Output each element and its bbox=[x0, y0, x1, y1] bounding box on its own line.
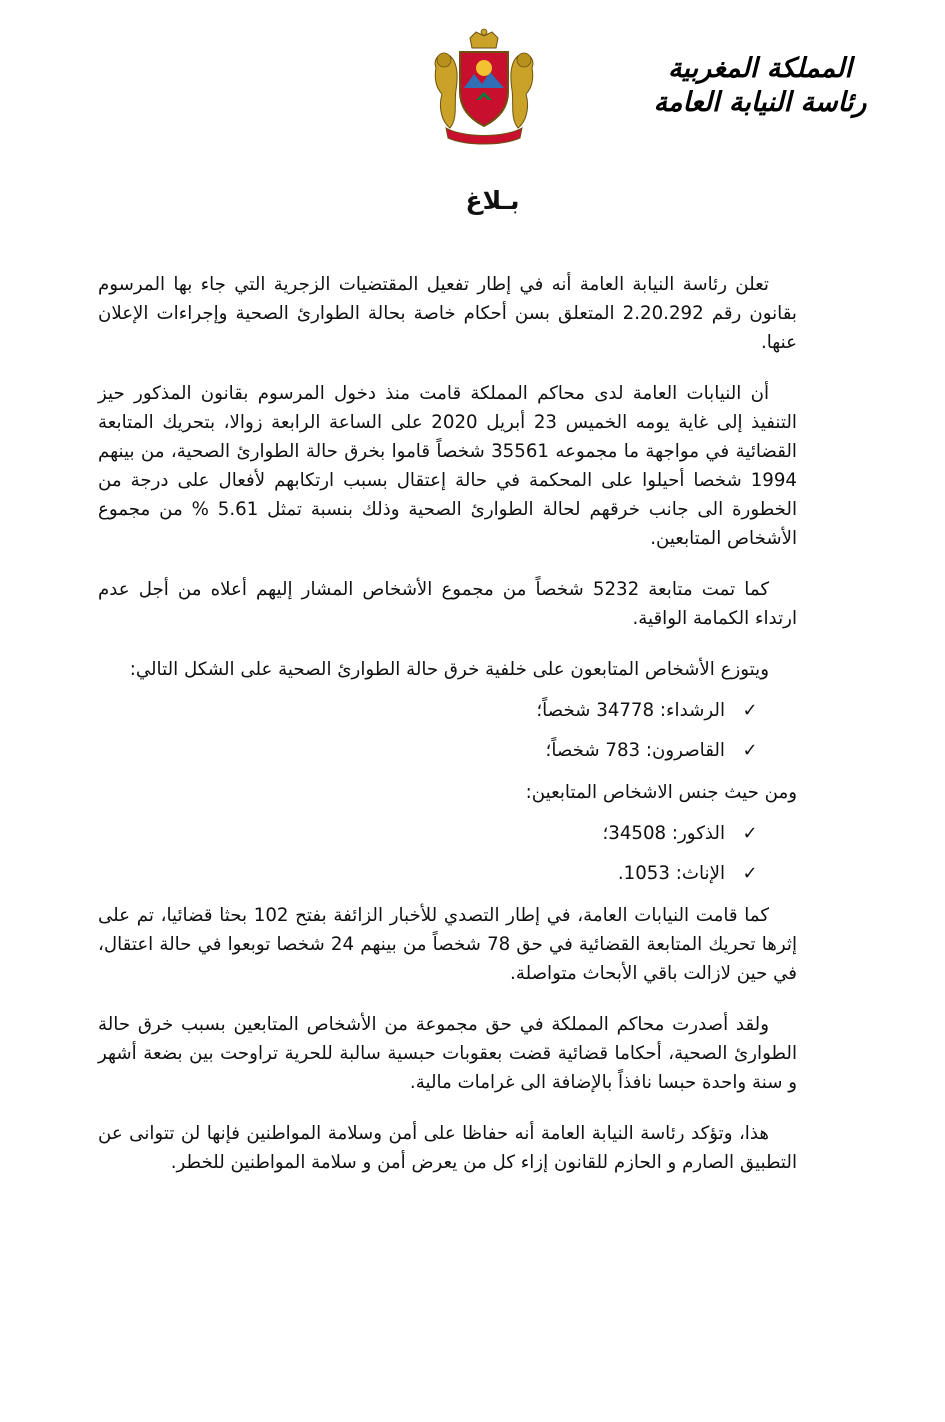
checkmark-icon: ✓ bbox=[742, 700, 758, 721]
checkmark-icon: ✓ bbox=[742, 823, 758, 844]
list-item-text: القاصرون: 783 شخصاً؛ bbox=[545, 740, 725, 761]
list-item bbox=[98, 821, 761, 847]
list-item bbox=[98, 861, 761, 887]
paragraph-conclusion: هذا، وتؤكد رئاسة النيابة العامة أنه حفاظا على أمن وسلامة المواطنين فإنها لن تتوانى عن التطبيق الصارم و الحازم للقانون إزاء كل من يعرض أمن و سلامة المواطنين للخطر. bbox=[98, 1123, 797, 1173]
paragraph-intro: تعلن رئاسة النيابة العامة أنه في إطار تفعيل المقتضيات الزجرية التي جاء بها المرسوم بقانون رقم 2.20.292 المتعلق بسن أحكام خاصة بحالة الطوارئ الصحية وإجراءات الإعلان عنها. bbox=[98, 274, 797, 353]
paragraph-masks: كما تمت متابعة 5232 شخصاً من مجموع الأشخاص المشار إليهم أعلاه من أجل عدم ارتداء الكمامة الواقية. bbox=[98, 579, 797, 629]
list-item-text: الرشداء: 34778 شخصاً؛ bbox=[536, 700, 725, 721]
list-item bbox=[98, 738, 761, 764]
institution-header bbox=[615, 52, 905, 120]
paragraph-sentences: ولقد أصدرت محاكم المملكة في حق مجموعة من الأشخاص المتابعين بسبب خرق حالة الطوارئ الصحية، أحكاما قضائية قضت بعقوبات حبسية سالبة للحرية تراوحت بين بضعة أشهر و سنة واحدة حبسا نافذاً بالإضافة الى غرامات مالية. bbox=[98, 1014, 797, 1093]
paragraph-prosecutions: أن النيابات العامة لدى محاكم المملكة قامت منذ دخول المرسوم بقانون المذكور حيز التنفيذ إلى غاية يومه الخميس 23 أبريل 2020 على الساعة الرابعة زوالا، بتحريك المتابعة القضائية في مواجهة ما مجموعه 35561 شخصاً قاموا بخرق حالة الطوارئ الصحية، من بينهم 1994 شخصا أحيلوا على المحكمة في حالة إعتقال بسبب ارتكابهم لأفعال على درجة من الخطورة الى جانب خرقهم لحالة الطوارئ الصحية وذلك بنسبة تمثل 5.61 % من مجموع الأشخاص المتابعين. bbox=[98, 383, 797, 549]
checkmark-icon: ✓ bbox=[742, 740, 758, 761]
kingdom-name: المملكة المغربية bbox=[667, 53, 853, 84]
list-item bbox=[98, 698, 761, 724]
institution-name: رئاسة النيابة العامة bbox=[653, 87, 867, 118]
paragraph-fake-news: كما قامت النيابات العامة، في إطار التصدي للأخبار الزائفة بفتح 102 بحثا قضائيا، تم على إثرها تحريك المتابعة القضائية في حق 78 شخصاً من بينهم 24 شخصا توبعوا في حالة اعتقال، في حين لازالت باقي الأبحاث متواصلة. bbox=[98, 905, 798, 984]
list-item-text: الذكور: 34508؛ bbox=[602, 823, 725, 844]
coat-of-arms-emblem bbox=[428, 28, 540, 146]
age-list bbox=[98, 698, 797, 764]
paragraph-distribution: ويتوزع الأشخاص المتابعون على خلفية خرق حالة الطوارئ الصحية على الشكل التالي: bbox=[129, 659, 769, 680]
document-body bbox=[98, 270, 797, 1199]
paragraph-gender: ومن حيث جنس الاشخاص المتابعين: bbox=[525, 782, 797, 803]
checkmark-icon: ✓ bbox=[742, 863, 758, 884]
page-title: بـلاغ bbox=[465, 186, 520, 215]
list-item-text: الإناث: 1053. bbox=[617, 863, 725, 884]
gender-list bbox=[98, 821, 797, 887]
